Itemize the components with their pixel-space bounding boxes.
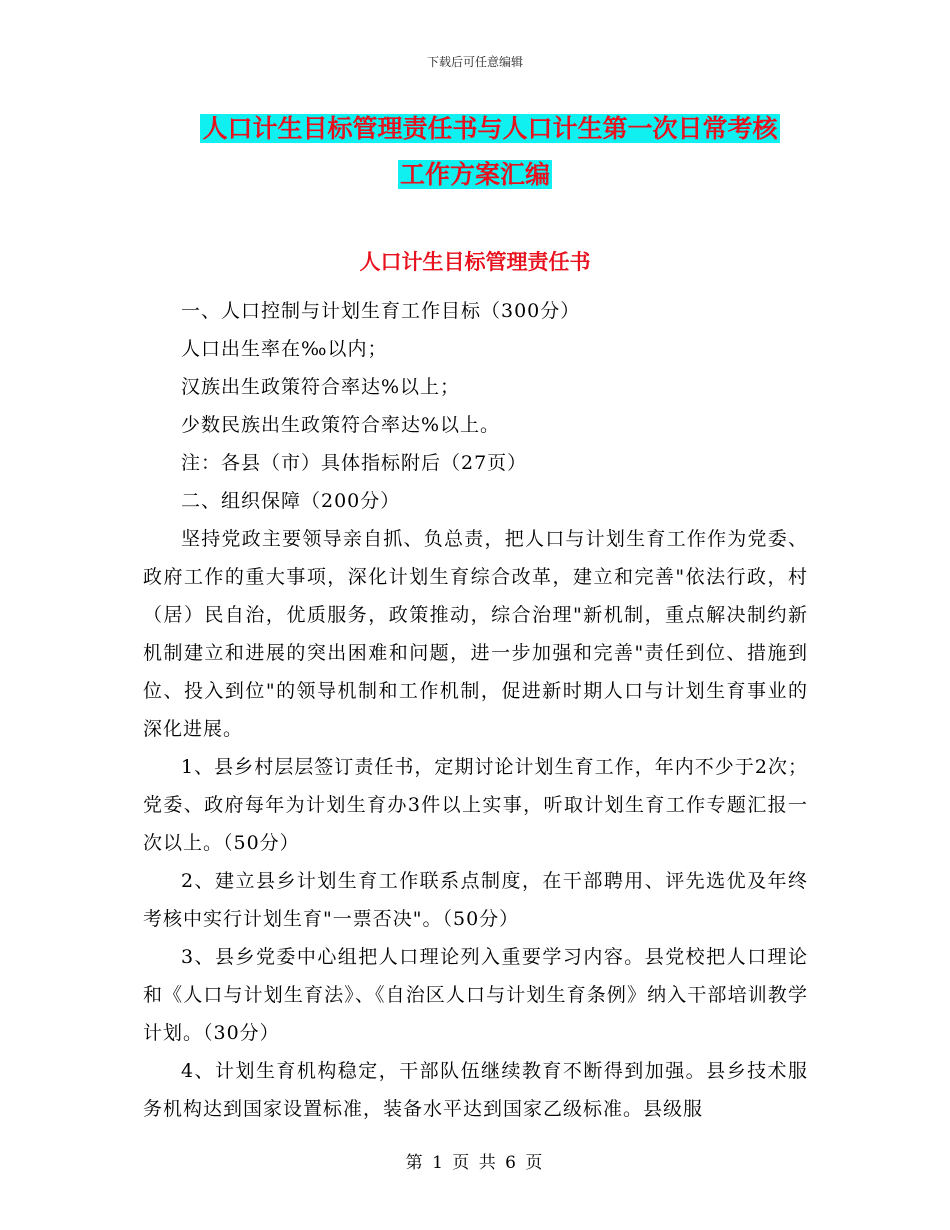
paragraph: 汉族出生政策符合率达%以上；: [181, 376, 461, 398]
paragraph: 坚持党政主要领导亲自抓、负总责，把人口与计划生育工作作为党委、政府工作的重大事项，深化计划生育综合改革，建立和完善"依法行政，村（居）民自治，优质服务，政策推动，综合治理"新机制，重点解决制约新机制建立和进展的突出困难和问题，进一步加强和完善"责任到位、措施到位、投入到位"的领导机制和工作机制，促进新时期人口与计划生育事业的深化进展。: [143, 528, 808, 740]
paragraph: 少数民族出生政策符合率达%以上。: [181, 414, 501, 436]
paragraph: 注：各县（市）具体指标附后（27页）: [181, 452, 528, 474]
paragraph: 3、县乡党委中心组把人口理论列入重要学习内容。县党校把人口理论和《人口与计划生育法》、《自治区人口与计划生育条例》纳入干部培训教学计划。（30分）: [143, 946, 808, 1044]
document-body: [143, 292, 808, 1128]
page-header-note: 下载后可任意编辑: [426, 55, 523, 69]
document-title-line-2: [0, 158, 950, 192]
paragraph: 1、县乡村层层签订责任书，定期讨论计划生育工作，年内不少于2次；党委、政府每年为计划生育办3件以上实事，听取计划生育工作专题汇报一次以上。（50分）: [143, 756, 808, 854]
title-highlight-2: 工作方案汇编: [399, 160, 550, 189]
paragraph: 二、组织保障（200分）: [181, 490, 401, 512]
paragraph: 2、建立县乡计划生育工作联系点制度，在干部聘用、评先选优及年终考核中实行计划生育"一票否决"。（50分）: [143, 870, 808, 930]
paragraph: 一、人口控制与计划生育工作目标（300分）: [181, 300, 581, 322]
page-number-footer: 第 1 页 共 6 页: [405, 1153, 545, 1173]
paragraph: 人口出生率在‰以内；: [181, 338, 388, 360]
document-title-line-1: [0, 112, 950, 146]
title-highlight-1: 人口计生目标管理责任书与人口计生第一次日常考核: [202, 114, 778, 143]
section-title: 人口计生目标管理责任书: [359, 250, 591, 274]
paragraph: 4、计划生育机构稳定，干部队伍继续教育不断得到加强。县乡技术服务机构达到国家设置标准，装备水平达到国家乙级标准。县级服: [143, 1060, 808, 1120]
